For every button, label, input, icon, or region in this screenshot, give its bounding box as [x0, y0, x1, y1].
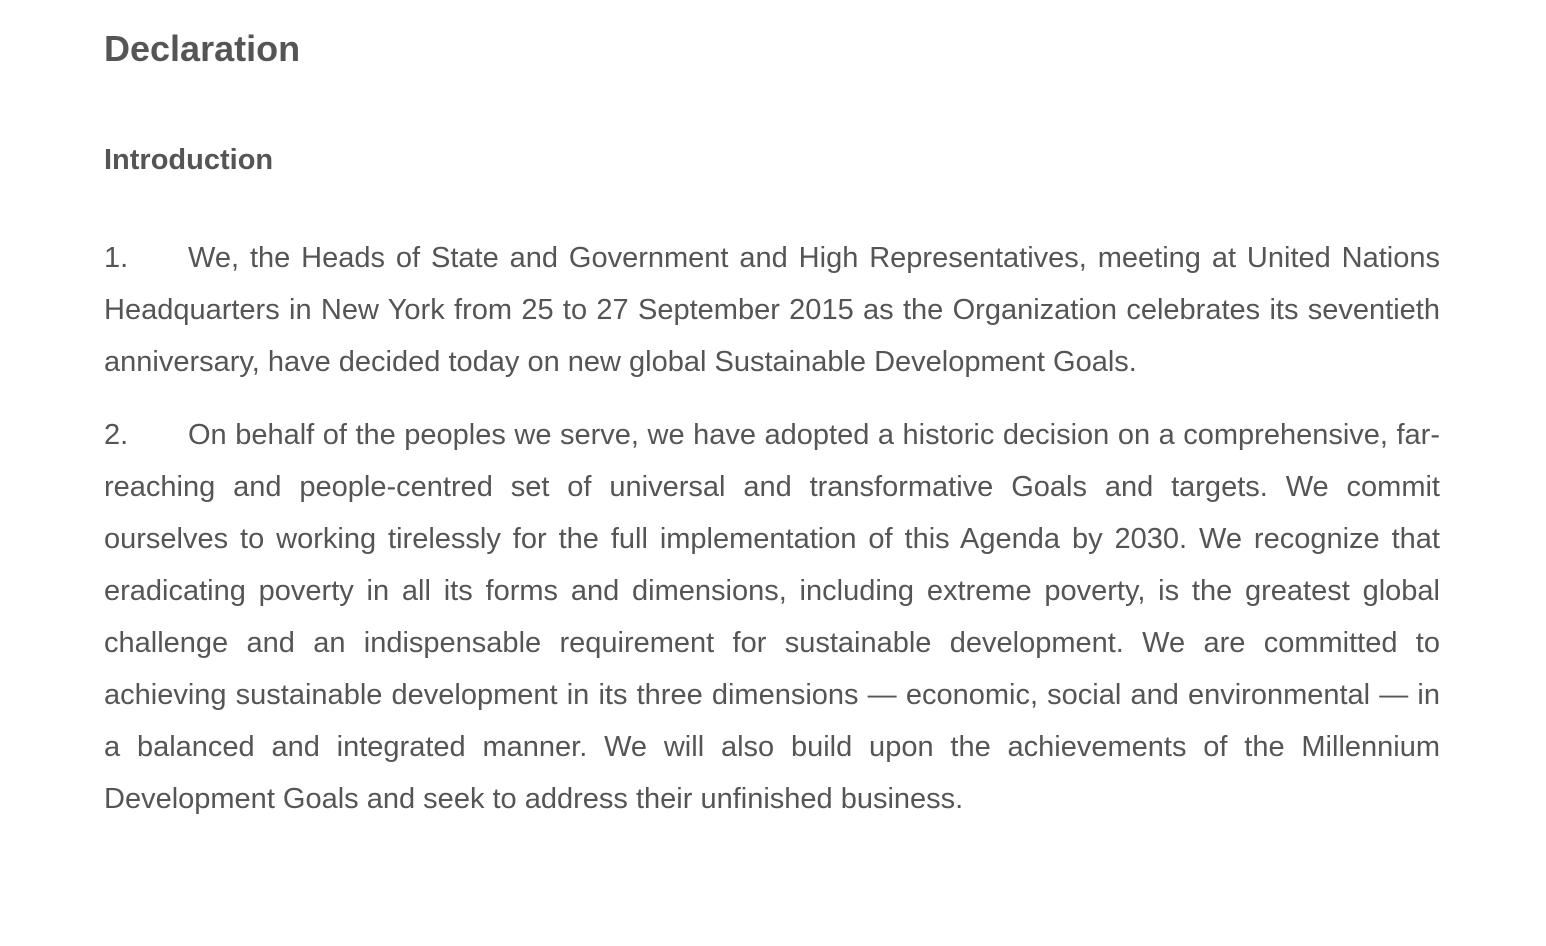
paragraph-1 — [104, 232, 1440, 388]
paragraph-text: On behalf of the peoples we serve, we have adopted a historic decision on a comprehensive, far-reaching and people-centred set of universal and transformative Goals and targets. We commit ourselves to working tirelessly for the full implementation of this Agenda by 2030. We recognize that eradicating poverty in all its forms and dimensions, including extreme poverty, is the greatest global challenge and an indispensable requirement for sustainable development. We are committed to achieving sustainable development in its three dimensions — economic, social and environmental — in a balanced and integrated manner. We will also build upon the achievements of the Millennium Development Goals and seek to address their unfinished business. — [104, 419, 1440, 815]
section-heading: Introduction — [104, 144, 274, 176]
document-page — [104, 24, 1440, 825]
document-title: Declaration — [104, 28, 301, 69]
paragraph-number: 1. — [104, 242, 129, 274]
paragraph-text: We, the Heads of State and Government and High Representatives, meeting at United Nations Headquarters in New York from 25 to 27 September 2015 as the Organization celebrates its seventieth anniversary, have decided today on new global Sustainable Development Goals. — [104, 242, 1440, 378]
paragraph-number: 2. — [104, 419, 129, 451]
paragraph-2 — [104, 409, 1440, 825]
